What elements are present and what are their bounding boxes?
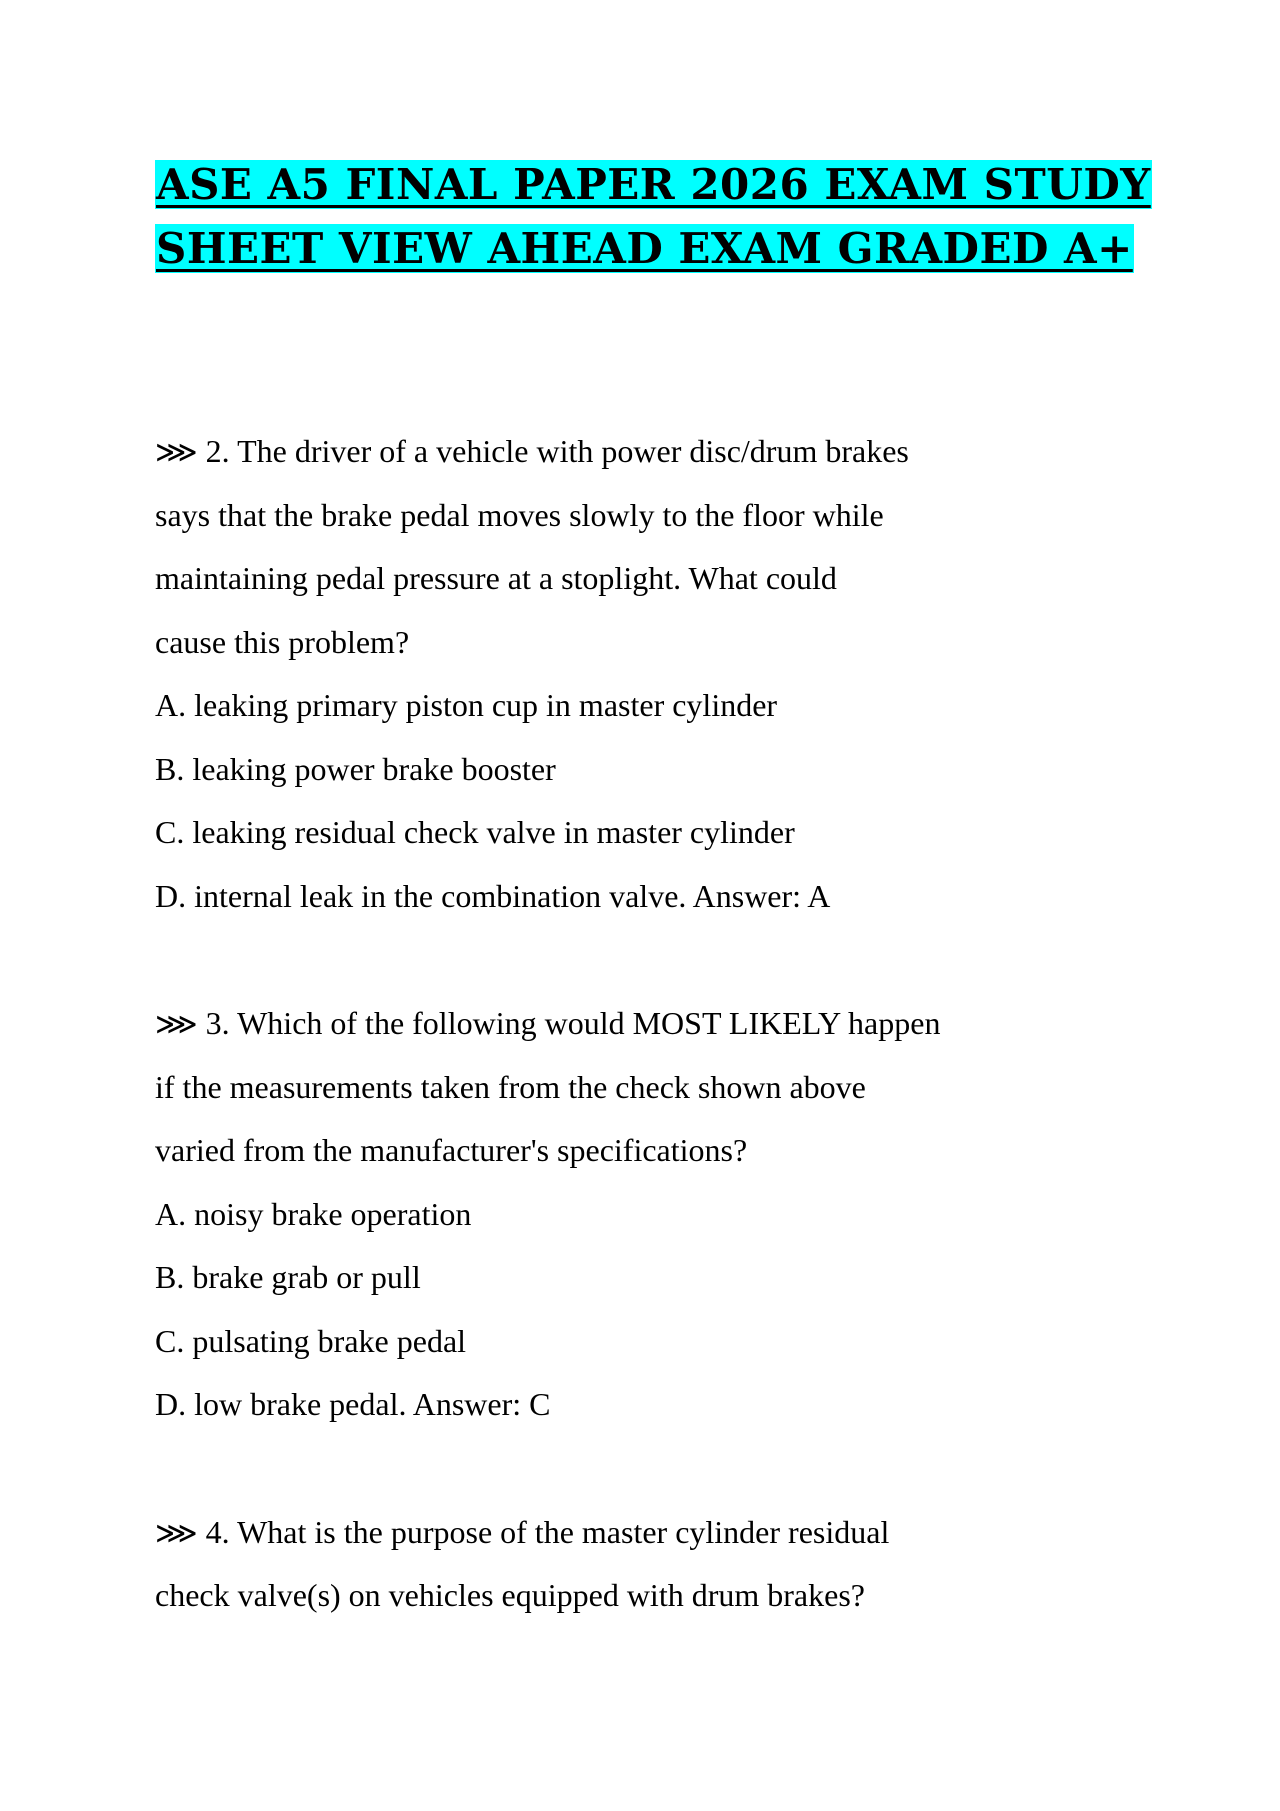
answer-option: A. noisy brake operation <box>155 1195 472 1232</box>
answer-option: C. pulsating brake pedal <box>155 1322 467 1359</box>
arrow-bullet-icon: ⋙ <box>155 435 198 470</box>
question-stem-line: check valve(s) on vehicles equipped with drum brakes? <box>155 1577 865 1613</box>
title-line-1: ASE A5 FINAL PAPER 2026 EXAM STUDY <box>156 160 1151 209</box>
question-stem-line: maintaining pedal pressure at a stoplight. What could <box>155 560 837 596</box>
question-3 <box>155 992 1175 1437</box>
title-line-2: SHEET VIEW AHEAD EXAM GRADED A+ <box>156 224 1133 273</box>
arrow-bullet-icon: ⋙ <box>155 1515 198 1551</box>
question-2 <box>155 420 1175 928</box>
answer-option: D. internal leak in the combination valve. Answer: A <box>155 877 831 914</box>
question-stem-line: says that the brake pedal moves slowly to the floor while <box>155 496 884 533</box>
question-stem-line: ⋙ 4. What is the purpose of the master cylinder residual <box>155 1501 1175 1565</box>
question-4 <box>155 1501 1175 1628</box>
question-stem-line: if the measurements taken from the check shown above <box>155 1068 866 1105</box>
question-stem-line: ⋙ 2. The driver of a vehicle with power disc/drum brakes <box>155 420 1175 484</box>
document-title <box>155 153 1151 281</box>
answer-option: D. low brake pedal. Answer: C <box>155 1386 551 1422</box>
question-stem-line: ⋙ 3. Which of the following would MOST LIKELY happen <box>155 992 1175 1056</box>
answer-option: B. brake grab or pull <box>155 1259 421 1295</box>
questions-list <box>155 420 1175 1692</box>
question-stem-line: varied from the manufacturer's specifications? <box>155 1132 748 1168</box>
answer-option: B. leaking power brake booster <box>155 750 556 787</box>
arrow-bullet-icon: ⋙ <box>155 1007 198 1042</box>
answer-option: C. leaking residual check valve in master cylinder <box>155 814 795 850</box>
answer-option: A. leaking primary piston cup in master cylinder <box>155 687 778 723</box>
question-stem-line: cause this problem? <box>155 623 410 660</box>
